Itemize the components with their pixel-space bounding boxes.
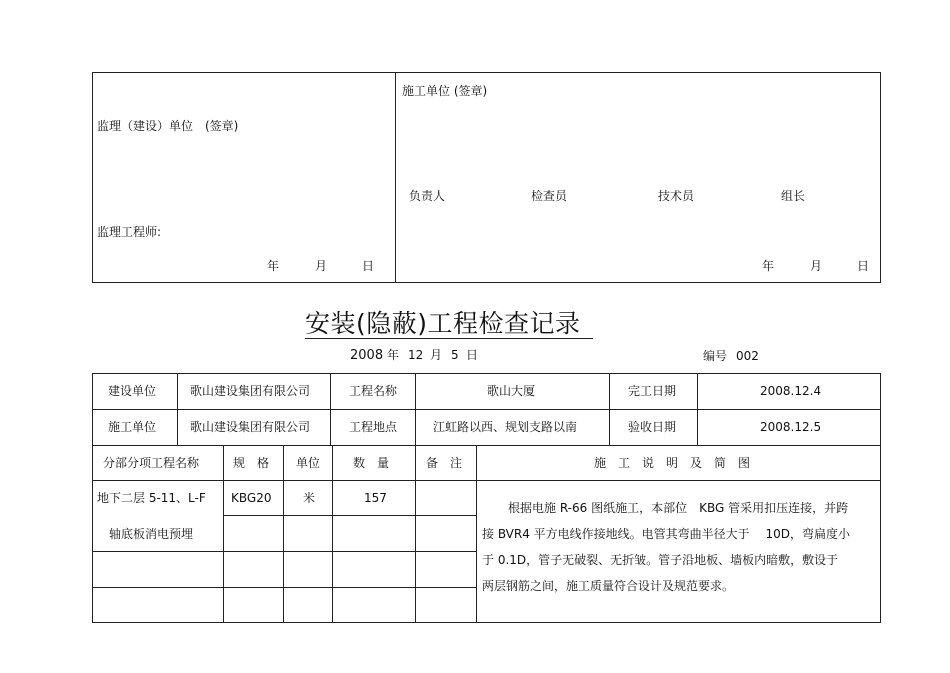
right-year-label: 年 xyxy=(762,259,775,273)
contractor-unit-label: 施工单位 (签章) xyxy=(402,84,488,98)
record-number-value: 002 xyxy=(736,349,759,363)
role-technician: 技术员 xyxy=(658,189,695,203)
acceptance-date-value: 2008.12.5 xyxy=(760,420,822,434)
left-day-label: 日 xyxy=(362,259,375,273)
project-name-label: 工程名称 xyxy=(349,384,398,398)
header-description: 施 工 说 明 及 简 图 xyxy=(594,456,751,470)
item-unit: 米 xyxy=(303,491,316,505)
title-underline xyxy=(305,338,593,339)
completion-date-value: 2008.12.4 xyxy=(760,384,822,398)
description-line: 根据电施 R-66 图纸施工，本部位 KBG 管采用扣压连接，并跨 xyxy=(508,501,849,515)
project-location-label: 工程地点 xyxy=(349,420,398,434)
description-line: 两层钢筋之间，施工质量符合设计及规范要求。 xyxy=(482,579,735,593)
right-month-label: 月 xyxy=(810,259,823,273)
page-title: 安装(隐蔽)工程检查记录 xyxy=(305,309,581,338)
header-item-name: 分部分项工程名称 xyxy=(103,456,200,470)
date-year-value: 2008 xyxy=(350,348,384,363)
right-day-label: 日 xyxy=(857,259,870,273)
role-team-leader: 组长 xyxy=(781,189,806,203)
role-responsible: 负责人 xyxy=(409,189,446,203)
completion-date-label: 完工日期 xyxy=(628,384,677,398)
project-name-value: 歌山大厦 xyxy=(487,384,536,398)
build-unit-value: 歌山建设集团有限公司 xyxy=(190,384,311,398)
construction-unit-label: 施工单位 xyxy=(108,420,157,434)
header-quantity: 数 量 xyxy=(353,456,390,470)
construction-unit-value: 歌山建设集团有限公司 xyxy=(190,420,311,434)
date-day-label: 日 xyxy=(466,348,479,362)
record-number-label: 编号 xyxy=(703,349,728,363)
build-unit-label: 建设单位 xyxy=(108,384,157,398)
description-line: 接 BVR4 平方电线作接地线。电管其弯曲半径大于 10D，弯扁度小 xyxy=(482,527,851,541)
item-spec: KBG20 xyxy=(231,491,272,505)
role-inspector: 检查员 xyxy=(531,189,568,203)
supervisor-engineer-label: 监理工程师: xyxy=(97,225,162,239)
supervisor-unit-label: 监理（建设）单位 (签章) xyxy=(97,119,239,133)
date-year-label: 年 xyxy=(387,348,400,362)
acceptance-date-label: 验收日期 xyxy=(628,420,677,434)
construction-description xyxy=(482,495,874,599)
date-month-label: 月 xyxy=(430,348,443,362)
project-location-value: 江虹路以西、规划支路以南 xyxy=(433,420,578,434)
description-line: 于 0.1D，管子无破裂、无折皱。管子沿地板、墙板内暗敷，敷设于 xyxy=(482,553,839,567)
item-quantity: 157 xyxy=(364,491,387,505)
header-unit: 单位 xyxy=(296,456,321,470)
left-month-label: 月 xyxy=(315,259,328,273)
left-year-label: 年 xyxy=(267,259,280,273)
date-month-value: 12 xyxy=(408,348,424,362)
item-name-line1: 地下二层 5-11、L-F xyxy=(97,491,206,505)
date-day-value: 5 xyxy=(451,348,459,362)
item-name-line2: 轴底板消电预埋 xyxy=(109,527,194,541)
header-remarks: 备 注 xyxy=(426,456,463,470)
header-spec: 规 格 xyxy=(233,456,270,470)
